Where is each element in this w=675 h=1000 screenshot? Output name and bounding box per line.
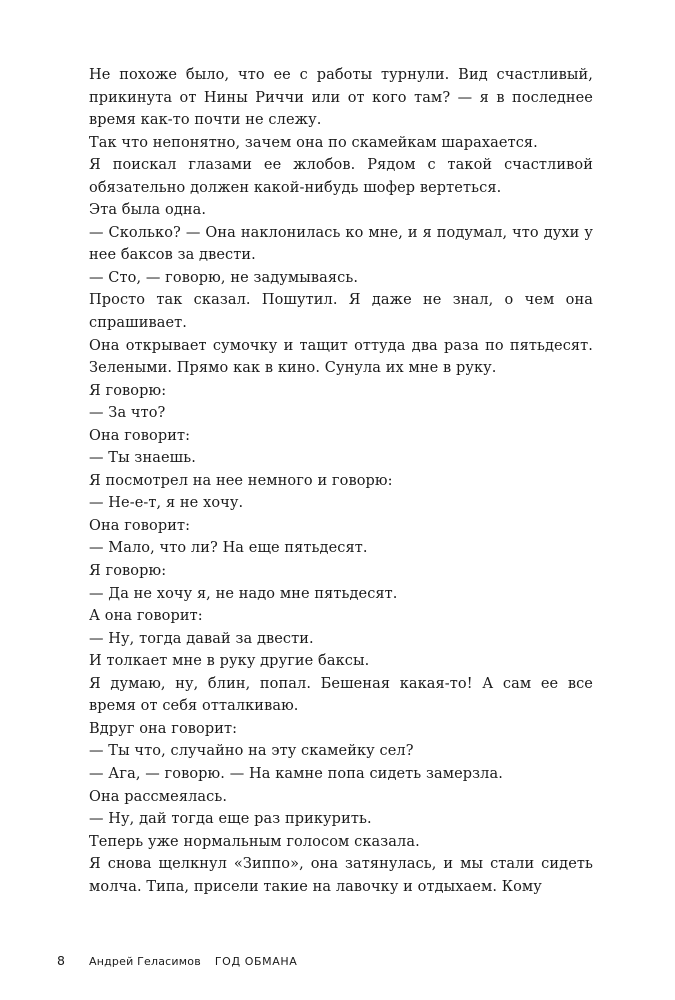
- paragraph: — Сто, — говорю, не задумываясь.: [89, 269, 359, 286]
- paragraph: — Ты что, случайно на эту скамейку сел?: [89, 743, 414, 760]
- paragraph: — Мало, что ли? На еще пятьдесят.: [89, 540, 368, 557]
- paragraph: — Ну, дай тогда еще раз прикурить.: [89, 811, 372, 828]
- paragraph: Она говорит:: [89, 427, 191, 444]
- paragraph: Так что непонятно, зачем она по скамейкам шарахается.: [89, 134, 538, 151]
- paragraph: Я поискал глазами ее жлобов. Рядом с такой счастливой обязательно должен какой-нибудь шофер вертеться.: [89, 157, 593, 196]
- body-text: [89, 64, 593, 898]
- paragraph: Вдруг она говорит:: [89, 720, 238, 737]
- paragraph: Она открывает сумочку и тащит оттуда два раза по пятьдесят. Зелеными. Прямо как в кино. Сунула их мне в руку.: [89, 337, 593, 377]
- book-title: ГОД ОБМАНА: [214, 955, 298, 968]
- paragraph: — Да не хочу я, не надо мне пятьдесят.: [89, 585, 398, 602]
- paragraph: Она рассмеялась.: [89, 788, 228, 805]
- paragraph: Я посмотрел на нее немного и говорю:: [89, 472, 393, 489]
- paragraph: Теперь уже нормальным голосом сказала.: [89, 833, 420, 850]
- author-name: Андрей Геласимов: [89, 955, 201, 968]
- paragraph: А она говорит:: [89, 608, 203, 625]
- page-number: 8: [57, 953, 65, 968]
- paragraph: Я снова щелкнул «Зиппо», она затянулась, и мы стали сидеть молча. Типа, присели такие на лавочку и отдыхаем. Кому: [89, 856, 593, 895]
- paragraph: — Не-е-т, я не хочу.: [89, 495, 244, 512]
- paragraph: Эта была одна.: [89, 202, 207, 219]
- paragraph: Я думаю, ну, блин, попал. Бешеная какая-то! А сам ее все время от себя отталкиваю.: [89, 675, 593, 715]
- paragraph: И толкает мне в руку другие баксы.: [89, 653, 370, 670]
- paragraph: Не похоже было, что ее с работы турнули. Вид счастливый, прикинута от Нины Риччи или от кого там? — я в последнее время как-то почти не слежу.: [89, 67, 593, 129]
- paragraph: Просто так сказал. Пошутил. Я даже не знал, о чем она спрашивает.: [89, 292, 593, 332]
- paragraph: Я говорю:: [89, 382, 167, 399]
- page-footer: [57, 953, 593, 968]
- paragraph: Она говорит:: [89, 517, 191, 534]
- paragraph: — За что?: [89, 405, 166, 422]
- paragraph: — Ты знаешь.: [89, 450, 196, 467]
- paragraph: Я говорю:: [89, 563, 167, 580]
- paragraph: — Ну, тогда давай за двести.: [89, 630, 314, 647]
- paragraph: — Сколько? — Она наклонилась ко мне, и я подумал, что духи у нее баксов за двести.: [89, 224, 593, 264]
- paragraph: — Ага, — говорю. — На камне попа сидеть замерзла.: [89, 765, 503, 782]
